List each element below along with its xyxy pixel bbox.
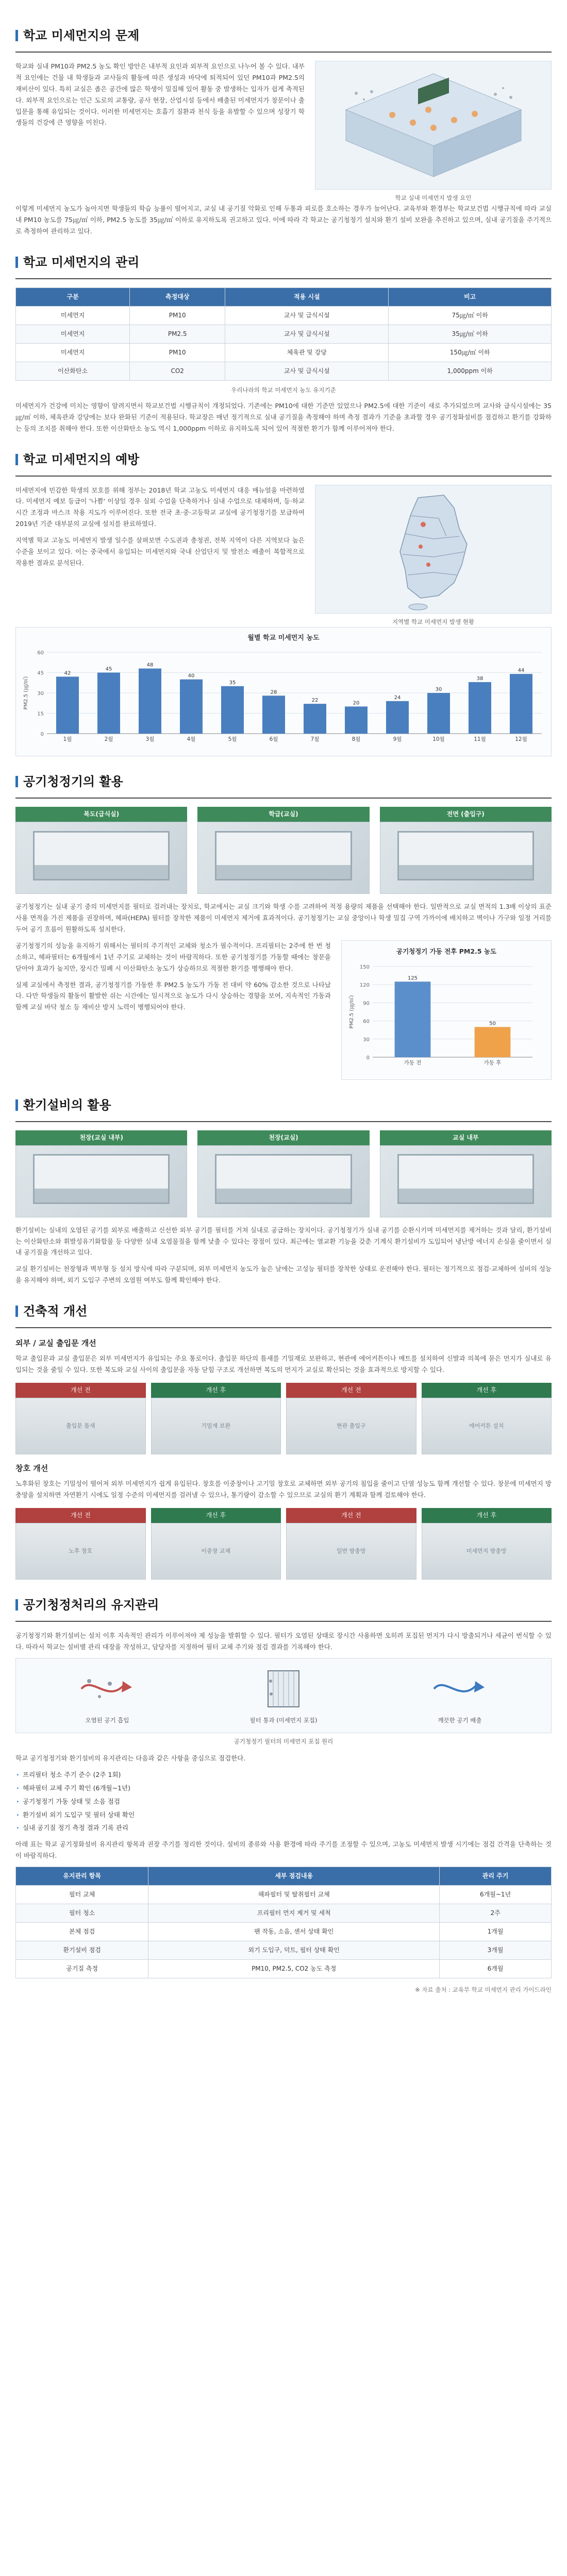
paragraph: 공기청정기의 성능을 유지하기 위해서는 필터의 주기적인 교체와 청소가 필수적이다. 프리필터는 2주에 한 번 청소하고, 헤파필터는 6개월에서 1년 주기로 교체하는 것이 바람직하다. 또한 공기청정기를 가동할 때에는 창문을 닫아야 효과가 높지만, 장시간 밀폐 시 이산화탄소 농도가 상승하므로 적절한 환기를 병행해야 한다.: [15, 941, 331, 972]
section-prevention: [15, 449, 552, 757]
diagram-label: 필터 통과 (미세먼지 포집): [249, 1716, 318, 1724]
section-title: 학교 미세먼지의 예방: [15, 449, 552, 477]
table-cell: 미세먼지: [16, 325, 130, 343]
photo: [15, 1145, 187, 1217]
table-cell: 1개월: [440, 1923, 552, 1941]
y-tick-label: 150: [359, 964, 370, 970]
table-header: 비고: [389, 287, 552, 306]
paragraph: 학교 공기청정기와 환기설비의 유지관리는 다음과 같은 사항을 중심으로 점검한다.: [15, 1754, 246, 1762]
list-item: · 공기청정기 가동 상태 및 소음 점검: [15, 1796, 552, 1807]
section-problem: [15, 25, 552, 237]
list-item: · 프리필터 청소 주기 준수 (2주 1회): [15, 1769, 552, 1781]
table-cell: 공기질 측정: [16, 1960, 148, 1978]
photo-label: 복도(급식실): [15, 807, 187, 822]
table-cell: 필터 교체: [16, 1886, 148, 1904]
bar: [475, 1027, 511, 1057]
section-title: 공기청정기의 활용: [15, 771, 552, 799]
paragraph: 미세먼지에 민감한 학생의 보호를 위해 정부는 2018년 학교 고농도 미세먼지 대응 매뉴얼을 마련하였다. 미세먼지 예보 등급이 '나쁨' 이상일 경우 실외 수업을 단축하거나 실내 수업으로 대체하며, 등·하교 시간 조정과 마스크 착용 지도가 이루어진다. 또한 전국 초·중·고등학교 교실에 공기청정기를 보급하여 2019년 기준 대부분의 교실에 설치를 완료하였다.: [15, 486, 305, 528]
table-cell: 팬 작동, 소음, 센서 상태 확인: [148, 1923, 440, 1941]
section-maintenance: [15, 1594, 552, 1995]
section-title: 환기설비의 활용: [15, 1094, 552, 1122]
table-cell: 외기 도입구, 덕트, 필터 상태 확인: [148, 1941, 440, 1960]
table-cell: CO2: [130, 362, 225, 380]
x-tick-label: 10월: [432, 736, 445, 743]
section-title: 학교 미세먼지의 관리: [15, 251, 552, 279]
checklist: [15, 1769, 552, 1834]
step-head: 개선 후: [151, 1508, 281, 1523]
step-head: 개선 전: [15, 1383, 146, 1398]
data-label: 35: [229, 680, 236, 686]
table-cell: PM10, PM2.5, CO2 농도 측정: [148, 1960, 440, 1978]
section-title: 학교 미세먼지의 문제: [15, 25, 552, 53]
data-label: 28: [270, 689, 277, 696]
paragraph: 학교 출입문과 교실 출입문은 외부 미세먼지가 유입되는 주요 통로이다. 출입문 하단의 틈새를 기밀재로 보완하고, 현관에 에어커튼이나 매트를 설치하여 신발과 의복에 묻은 먼지가 실내로 유입되는 것을 줄일 수 있다. 또한 복도와 교실 사이의 출입문을 자동 닫힘 구조로 개선하면 복도의 먼지가 교실로 확산되는 것을 효과적으로 방지할 수 있다.: [15, 1354, 552, 1374]
y-tick-label: 30: [37, 691, 44, 697]
bar: [395, 981, 431, 1057]
photo: [380, 1145, 552, 1217]
table-header: 유지관리 항목: [16, 1867, 148, 1886]
photo-label: 천장(교실): [197, 1130, 369, 1145]
x-tick-label: 7월: [310, 736, 320, 743]
paragraph: 공기청정기는 실내 공기 중의 미세먼지를 필터로 걸러내는 장치로, 학교에서는 교실 크기와 학생 수를 고려하여 적정 용량의 제품을 선택해야 한다. 일반적으로 교실 면적의 1.3배 이상의 표준 사용 면적을 가진 제품을 권장하며, 헤파(HEPA) 필터를 장착한 제품이 미세먼지 제거에 효과적이다. 공기청정기는 교실 중앙이나 학생 밀집 구역 가까이에 배치하고 벽이나 가구와 일정 거리를 두어 공기 흐름이 원활하도록 설치한다.: [15, 903, 552, 933]
dirty-air-icon: [76, 1666, 138, 1712]
table-row: [16, 1923, 552, 1941]
paragraph: 이렇게 미세먼지 농도가 높아지면 학생들의 학습 능률이 떨어지고, 교실 내 공기질 악화로 인해 두통과 피로를 호소하는 경우가 늘어난다. 교육부와 환경부는 학교보건법 시행규칙에 따라 교실 내 PM10 농도를 75㎍/㎥ 이하, PM2.5 농도를 35㎍/㎥ 이하로 유지하도록 권고하고 있다. 이에 따라 각 학교는 공기청정기 설치와 환기 설비 보완을 추진하고 있으며, 실내 공기질을 주기적으로 측정하여 관리하고 있다.: [15, 205, 552, 235]
x-tick-label: 1월: [63, 736, 72, 743]
table-header: 구분: [16, 287, 130, 306]
step-card: [15, 1383, 146, 1454]
figure-caption: 공기청정기 필터의 미세먼지 포집 원리: [234, 1737, 333, 1745]
y-tick-label: 90: [363, 1001, 370, 1007]
bar: [262, 696, 285, 734]
clean-air-icon: [429, 1666, 491, 1712]
paragraph: 지역별 학교 고농도 미세먼지 발생 일수를 살펴보면 수도권과 충청권, 전북 지역이 다른 지역보다 높은 수준을 보이고 있다. 이는 중국에서 유입되는 미세먼지와 국내 산업단지 및 발전소 배출이 복합적으로 작용한 결과로 분석된다.: [15, 536, 305, 567]
diagram-label: 오염된 공기 흡입: [85, 1716, 129, 1724]
table-row: [16, 1886, 552, 1904]
table-header: 세부 점검내용: [148, 1867, 440, 1886]
data-label: 45: [105, 666, 112, 672]
diagram-step: [204, 1666, 363, 1725]
table-caption: 우리나라의 학교 미세먼지 농도 유지기준: [231, 386, 336, 394]
bar: [427, 693, 450, 734]
y-tick-label: 45: [37, 670, 44, 676]
y-tick-label: 0: [40, 732, 44, 738]
paragraph: 공기청정기와 환기설비는 설치 이후 지속적인 관리가 이루어져야 제 성능을 발휘할 수 있다. 필터가 오염된 상태로 장시간 사용하면 오히려 포집된 먼지가 다시 방출되거나 세균이 번식할 수 있다. 따라서 학교는 설비별 관리 대장을 작성하고, 담당자를 지정하여 필터 교체 주기와 점검 결과를 기록해야 한다.: [15, 1632, 552, 1651]
x-tick-label: 가동 후: [483, 1059, 502, 1066]
y-tick-label: 30: [363, 1037, 370, 1043]
photo: [197, 822, 369, 894]
step-head: 개선 후: [422, 1508, 552, 1523]
table-cell: 필터 청소: [16, 1904, 148, 1923]
photo: [380, 822, 552, 894]
table-cell: 75㎍/㎥ 이하: [389, 306, 552, 325]
y-tick-label: 60: [37, 650, 44, 656]
table-cell: 6개월~1년: [440, 1886, 552, 1904]
photo: [15, 822, 187, 894]
photo-label: 천장(교실 내부): [15, 1130, 187, 1145]
table-cell: 환기설비 점검: [16, 1941, 148, 1960]
footnote: ※ 자료 출처 : 교육부 학교 미세먼지 관리 가이드라인: [415, 1986, 552, 1993]
diagram-label: 깨끗한 공기 배출: [438, 1716, 482, 1724]
x-tick-label: 12월: [515, 736, 527, 743]
photo: [197, 1145, 369, 1217]
step-image: 현관 출입구: [286, 1398, 416, 1454]
data-label: 38: [476, 676, 483, 682]
x-tick-label: 4월: [187, 736, 196, 743]
table-cell: 2주: [440, 1904, 552, 1923]
x-tick-label: 2월: [104, 736, 113, 743]
table-cell: 미세먼지: [16, 343, 130, 362]
purifier-chart: [341, 940, 552, 1080]
list-item: · 환기설비 외기 도입구 및 필터 상태 확인: [15, 1809, 552, 1821]
table-cell: 미세먼지: [16, 306, 130, 325]
table-row: [16, 1960, 552, 1978]
figure-caption: 지역별 학교 미세먼지 발생 현황: [392, 618, 475, 625]
table-cell: 헤파필터 및 탈취필터 교체: [148, 1886, 440, 1904]
table-cell: 이산화탄소: [16, 362, 130, 380]
paragraph: 아래 표는 학교 공기정화설비 유지관리 항목과 권장 주기를 정리한 것이다. 설비의 종류와 사용 환경에 따라 주기를 조정할 수 있으며, 고농도 미세먼지 발생 시기에는 점검 간격을 단축하는 것이 바람직하다.: [15, 1840, 552, 1860]
x-tick-label: 5월: [228, 736, 237, 743]
section-management: [15, 251, 552, 434]
data-label: 50: [489, 1021, 496, 1027]
data-label: 22: [311, 698, 319, 704]
bar: [304, 704, 326, 734]
step-image: 출입문 틈새: [15, 1398, 146, 1454]
step-card: [422, 1383, 552, 1454]
step-card: [286, 1383, 416, 1454]
korea-map: [315, 485, 552, 614]
standards-table: [15, 287, 552, 381]
data-label: 42: [64, 670, 71, 676]
step-image: 일반 방충망: [286, 1523, 416, 1580]
table-row: [16, 343, 552, 362]
table-cell: 6개월: [440, 1960, 552, 1978]
photo-label: 전면 (출입구): [380, 807, 552, 822]
paragraph: 실제 교실에서 측정한 결과, 공기청정기를 가동한 후 PM2.5 농도가 가동 전 대비 약 60% 감소한 것으로 나타났다. 다만 학생들의 활동이 활발한 쉬는 시간에는 일시적으로 농도가 다시 상승하는 경향을 보여, 지속적인 가동과 함께 교실 바닥 청소 등 재비산 방지 노력이 병행되어야 한다.: [15, 980, 331, 1011]
photo-label: 교실 내부: [380, 1130, 552, 1145]
bar: [386, 701, 409, 734]
list-item: · 헤파필터 교체 주기 확인 (6개월~1년): [15, 1783, 552, 1794]
table-row: [16, 1941, 552, 1960]
table-cell: 프리필터 먼지 제거 및 세척: [148, 1904, 440, 1923]
table-cell: 교사 및 급식시설: [225, 306, 389, 325]
monthly-chart: [15, 627, 552, 757]
step-head: 개선 전: [15, 1508, 146, 1523]
before-after-a: [15, 1383, 552, 1454]
table-cell: PM2.5: [130, 325, 225, 343]
table-cell: 교사 및 급식시설: [225, 325, 389, 343]
table-row: [16, 306, 552, 325]
x-tick-label: 8월: [352, 736, 361, 743]
table-cell: 교사 및 급식시설: [225, 362, 389, 380]
classroom-illustration: [315, 61, 552, 190]
paragraph: 미세먼지가 건강에 미치는 영향이 알려지면서 학교보건법 시행규칙이 개정되었다. 기존에는 PM10에 대한 기준만 있었으나 PM2.5에 대한 기준이 새로 추가되었으며 교사와 급식시설에는 35㎍/㎥ 이하, 체육관과 강당에는 보다 완화된 기준이 적용된다. 학교장은 매년 정기적으로 실내 공기질을 측정해야 하며 측정 결과가 기준을 초과할 경우 공기정화설비를 점검하고 환기를 강화하는 등의 조치를 취해야 한다. 또한 이산화탄소 농도 역시 1,000ppm 이하로 유지하도록 되어 있어 적절한 환기가 함께 이루어져야 한다.: [15, 401, 552, 432]
data-label: 40: [188, 673, 195, 680]
bar: [221, 686, 244, 734]
y-tick-label: 120: [359, 982, 370, 988]
bar-chart: [21, 644, 547, 747]
step-head: 개선 후: [422, 1383, 552, 1398]
chart-title: 월별 학교 미세먼지 농도: [247, 634, 320, 642]
data-label: 125: [407, 975, 418, 981]
y-axis-label: PM2.5 (㎍/㎥): [23, 676, 29, 710]
paragraph: 교실 환기설비는 천장형과 벽부형 등 설치 방식에 따라 구분되며, 외부 미세먼지 농도가 높은 날에는 고성능 필터를 장착한 상태로 운전해야 한다. 필터는 정기적으로 점검·교체하여 설비의 성능을 유지해야 하며, 외기 도입구 주변의 오염원 여부도 함께 확인해야 한다.: [15, 1265, 552, 1284]
table-row: [16, 1904, 552, 1923]
x-tick-label: 가동 전: [404, 1059, 422, 1066]
y-tick-label: 60: [363, 1019, 370, 1025]
subsection-title: 외부 / 교실 출입문 개선: [15, 1338, 96, 1348]
table-cell: 150㎍/㎥ 이하: [389, 343, 552, 362]
data-label: 30: [435, 687, 442, 693]
table-cell: 본체 점검: [16, 1923, 148, 1941]
bar-chart: [347, 957, 543, 1071]
step-image: 미세먼지 방충망: [422, 1523, 552, 1580]
section-ventilation: [15, 1094, 552, 1286]
diagram-step: [380, 1666, 539, 1725]
paragraph: 노후화된 창호는 기밀성이 떨어져 외부 미세먼지가 쉽게 유입된다. 창호를 이중창이나 고기밀 창호로 교체하면 외부 공기의 침입을 줄이고 단열 성능도 함께 개선할 수 있다. 창문에 미세먼지 방충망을 설치하면 자연환기 시에도 일정 수준의 미세먼지를 걸러낼 수 있으나, 통기량이 감소할 수 있으므로 교실의 환기 계획과 함께 검토해야 한다.: [15, 1480, 552, 1499]
step-head: 개선 전: [286, 1508, 416, 1523]
maintenance-table: [15, 1867, 552, 1978]
data-label: 20: [353, 700, 360, 706]
step-card: [286, 1508, 416, 1580]
step-card: [422, 1508, 552, 1580]
data-label: 48: [146, 662, 154, 668]
paragraph: 환기설비는 실내의 오염된 공기를 외부로 배출하고 신선한 외부 공기를 필터를 거쳐 실내로 공급하는 장치이다. 공기청정기가 실내 공기를 순환시키며 미세먼지를 제거하는 것과 달리, 환기설비는 이산화탄소와 휘발성유기화합물 등 다양한 실내 오염물질을 함께 낮출 수 있다는 장점이 있다. 최근에는 열교환 기능을 갖춘 기계식 환기설비가 도입되어 냉난방 에너지 손실을 줄이면서 실내 공기질을 개선하고 있다.: [15, 1226, 552, 1257]
table-cell: 1,000ppm 이하: [389, 362, 552, 380]
x-tick-label: 6월: [269, 736, 278, 743]
step-head: 개선 후: [151, 1383, 281, 1398]
filter-diagram: [15, 1658, 552, 1733]
table-cell: PM10: [130, 343, 225, 362]
section-building: [15, 1300, 552, 1580]
section-purifier: [15, 771, 552, 1079]
filter-icon: [253, 1666, 314, 1712]
list-item: · 실내 공기질 정기 측정 결과 기록 관리: [15, 1822, 552, 1834]
bar: [345, 707, 368, 734]
y-tick-label: 0: [366, 1055, 370, 1061]
bar: [180, 680, 203, 734]
step-image: 에어커튼 설치: [422, 1398, 552, 1454]
subsection-title: 창호 개선: [15, 1464, 48, 1473]
y-axis-label: PM2.5 (㎍/㎥): [349, 995, 355, 1029]
data-label: 24: [394, 695, 401, 701]
before-after-b: [15, 1508, 552, 1580]
step-image: 기밀재 보완: [151, 1398, 281, 1454]
table-cell: 체육관 및 강당: [225, 343, 389, 362]
table-header: 적용 시설: [225, 287, 389, 306]
section-title: 공기청정처리의 유지관리: [15, 1594, 552, 1622]
diagram-step: [28, 1666, 187, 1725]
step-image: 노후 창호: [15, 1523, 146, 1580]
bar: [97, 673, 120, 734]
bar: [139, 669, 161, 734]
table-row: [16, 362, 552, 380]
bar: [56, 677, 79, 734]
x-tick-label: 11월: [474, 736, 486, 743]
x-tick-label: 9월: [393, 736, 402, 743]
table-cell: 35㎍/㎥ 이하: [389, 325, 552, 343]
figure-caption: 학교 실내 미세먼지 발생 요인: [395, 194, 472, 201]
step-head: 개선 전: [286, 1383, 416, 1398]
table-cell: PM10: [130, 306, 225, 325]
x-tick-label: 3월: [145, 736, 155, 743]
table-header: 관리 주기: [440, 1867, 552, 1886]
step-card: [151, 1508, 281, 1580]
table-row: [16, 325, 552, 343]
bar: [469, 682, 491, 734]
step-card: [151, 1383, 281, 1454]
table-cell: 3개월: [440, 1941, 552, 1960]
y-tick-label: 15: [37, 711, 44, 717]
chart-title: 공기청정기 가동 전후 PM2.5 농도: [396, 947, 496, 955]
bar: [510, 674, 532, 734]
paragraph: 학교와 실내 PM10과 PM2.5 농도 확인 방안은 내부적 요인과 외부적 요인으로 나누어 볼 수 있다. 내부적 요인에는 건물 내 학생들과 교사들의 활동에 따른 생성과 바닥에 퇴적되어 있던 PM10과 PM2.5의 재비산이 있다. 특히 교실은 좁은 공간에 많은 학생이 밀집해 있어 활동 중 발생하는 입자가 쉽게 축적된다. 외부적 요인으로는 인근 도로의 교통량, 공사 현장, 산업시설 등에서 배출된 미세먼지가 창문이나 출입문을 통해 유입되는 것이다. 이러한 미세먼지는 호흡기 질환과 천식 등을 유발할 수 있으며 성장기 학생들의 건강에 큰 영향을 미친다.: [15, 62, 305, 127]
step-image: 이중창 교체: [151, 1523, 281, 1580]
table-header: 측정대상: [130, 287, 225, 306]
data-label: 44: [518, 668, 525, 674]
section-title: 건축적 개선: [15, 1300, 552, 1328]
step-card: [15, 1508, 146, 1580]
photo-label: 학급(교실): [197, 807, 369, 822]
